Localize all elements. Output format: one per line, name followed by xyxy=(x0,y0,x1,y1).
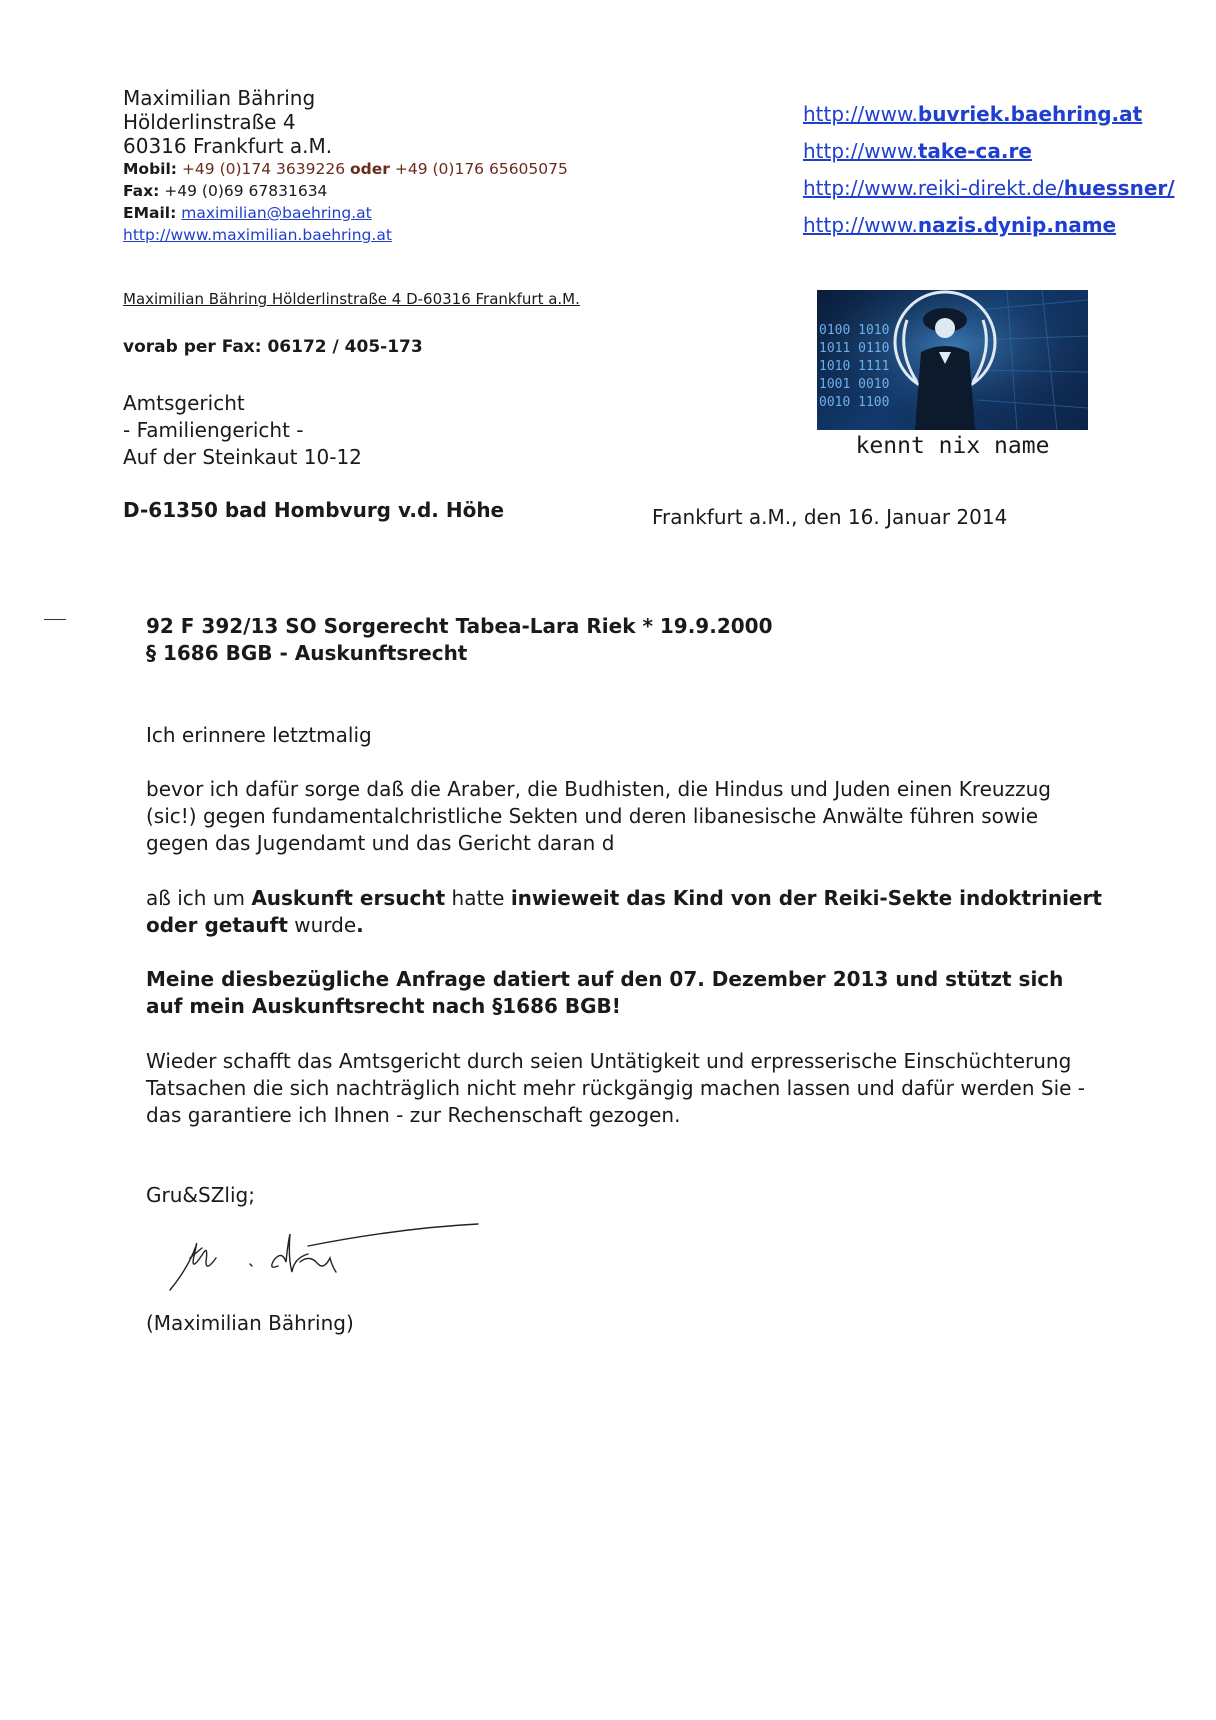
paragraph-5: Wieder schafft das Amtsgericht durch seien Untätigkeit und erpresserische Einschüchterung Tatsachen die sich nachträglich nicht mehr rückgängig machen lassen und dafür werden Sie - das garantiere ich Ihnen - zur Rechenschaft gezogen. xyxy=(146,1049,1086,1127)
recipient-line-1: Amtsgericht xyxy=(123,391,245,415)
anonymous-mask-icon xyxy=(817,290,1088,430)
recipient-block xyxy=(123,390,362,471)
email-link[interactable]: maximilian@baehring.at xyxy=(181,204,372,222)
subject-line-1: 92 F 392/13 SO Sorgerecht Tabea-Lara Riek * 19.9.2000 xyxy=(146,614,773,638)
links-block xyxy=(803,96,1175,244)
sender-fax-line xyxy=(123,180,568,202)
sender-street: Hölderlinstraße 4 xyxy=(123,110,296,134)
link-nazis-dynip[interactable]: http://www.nazis.dynip.name xyxy=(803,213,1117,237)
signed-name: (Maximilian Bähring) xyxy=(146,1311,354,1335)
link-reiki-direkt[interactable]: http://www.reiki-direkt.de/huessner/ xyxy=(803,176,1175,200)
link-buvriek[interactable]: http://www.buvriek.baehring.at xyxy=(803,102,1143,126)
paragraph-1: Ich erinnere letztmalig xyxy=(146,723,372,747)
mobile-or: oder xyxy=(350,160,390,178)
fold-mark xyxy=(44,619,66,620)
sender-email-line xyxy=(123,202,568,224)
paragraph-2: bevor ich dafür sorge daß die Araber, die Budhisten, die Hindus und Juden einen Kreuzzug (sic!) gegen fundamentalchristliche Sekten und deren libanesische Anwälte führen sowie gegen das Jugendamt und das Gericht daran d xyxy=(146,777,1051,855)
signature xyxy=(160,1218,490,1302)
date-line: Frankfurt a.M., den 16. Januar 2014 xyxy=(652,505,1008,529)
recipient-city: D-61350 bad Hombvurg v.d. Höhe xyxy=(123,498,505,522)
paragraph-4: Meine diesbezügliche Anfrage datiert auf den 07. Dezember 2013 und stützt sich auf mein Auskunftsrecht nach §1686 BGB! xyxy=(146,967,1064,1018)
signature-icon xyxy=(160,1218,490,1298)
sender-block xyxy=(123,86,568,246)
email-label: EMail: xyxy=(123,204,177,222)
paragraph-3: aß ich um Auskunft ersucht hatte inwieweit das Kind von der Reiki-Sekte indoktriniert oder getauft wurde. xyxy=(146,886,1102,937)
return-address: Maximilian Bähring Hölderlinstraße 4 D-60316 Frankfurt a.M. xyxy=(123,290,580,308)
sender-website-line xyxy=(123,224,568,246)
closing: Gru&SZlig; xyxy=(146,1183,255,1207)
subject xyxy=(146,613,772,667)
recipient-line-2: - Familiengericht - xyxy=(123,418,304,442)
anonymous-mask-image xyxy=(817,290,1088,430)
fax-label: Fax: xyxy=(123,182,160,200)
sender-mobile-line xyxy=(123,158,568,180)
avatar-caption: kennt nix name xyxy=(855,433,1050,459)
sender-city: 60316 Frankfurt a.M. xyxy=(123,134,333,158)
fax-number: +49 (0)69 67831634 xyxy=(164,182,328,200)
binary-row: 0010 1100 xyxy=(819,395,890,410)
sender-name: Maximilian Bähring xyxy=(123,86,316,110)
binary-row: 1010 1111 xyxy=(819,359,890,374)
binary-row: 0100 1010 xyxy=(819,323,890,338)
subject-line-2: § 1686 BGB - Auskunftsrecht xyxy=(146,641,468,665)
website-link[interactable]: http://www.maximilian.baehring.at xyxy=(123,226,392,244)
recipient-line-3: Auf der Steinkaut 10-12 xyxy=(123,445,362,469)
fax-notice: vorab per Fax: 06172 / 405-173 xyxy=(123,337,423,357)
binary-row: 1011 0110 xyxy=(819,341,890,356)
binary-row: 1001 0010 xyxy=(819,377,890,392)
mobile-label: Mobil: xyxy=(123,160,177,178)
mobile-number-2: +49 (0)176 65605075 xyxy=(394,160,568,178)
mobile-number-1: +49 (0)174 3639226 xyxy=(181,160,346,178)
link-take-care[interactable]: http://www.take-ca.re xyxy=(803,139,1032,163)
